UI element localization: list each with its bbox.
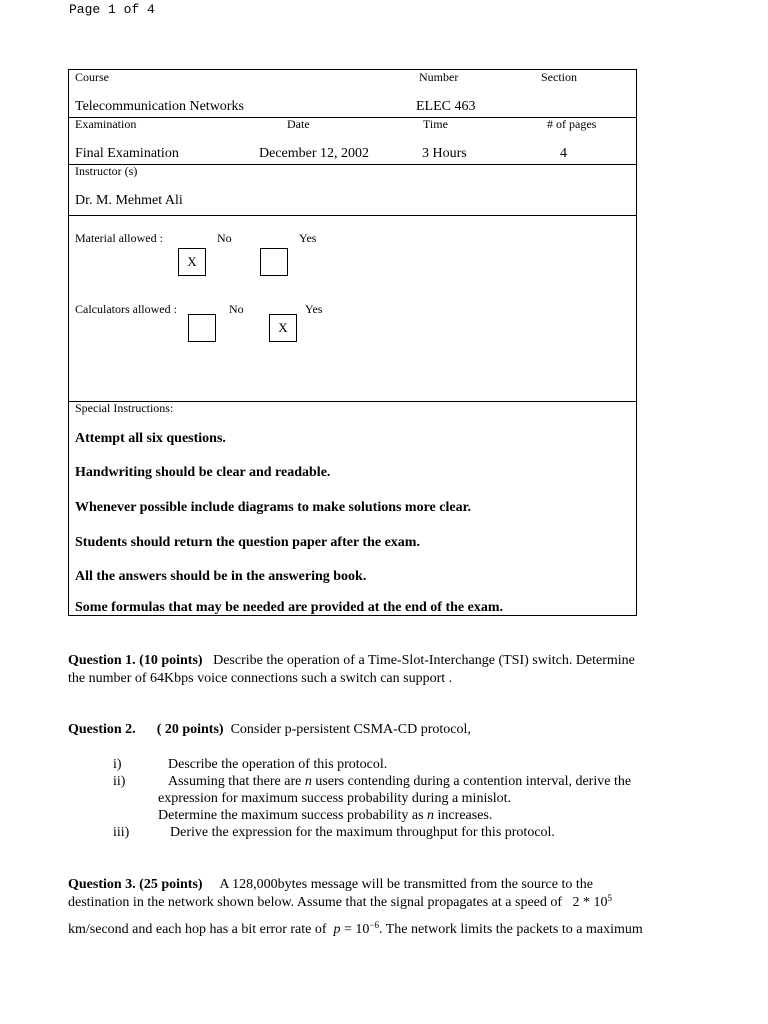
calculators-no-checkbox xyxy=(188,314,216,342)
question-1-line-1 xyxy=(68,652,635,670)
instructor-label: Instructor (s) xyxy=(75,164,138,178)
text-part: users contending during a contention interval, derive the xyxy=(311,774,632,789)
material-allowed-label: Material allowed : xyxy=(75,231,163,245)
text-part: . The network limits the packets to a maximum xyxy=(379,922,643,937)
question-3-text: A 128,000bytes message will be transmitted from the source to the xyxy=(219,877,593,892)
question-2-header xyxy=(68,721,471,739)
ber-expression: = 10 xyxy=(340,922,370,937)
question-3-line-3 xyxy=(68,921,643,939)
question-3-title: Question 3. (25 points) xyxy=(68,877,203,892)
row-divider-2 xyxy=(68,164,637,165)
instruction-item: Some formulas that may be needed are provided at the end of the exam. xyxy=(75,600,504,615)
speed-expression: 2 * 10 xyxy=(572,895,608,910)
question-2-points: ( 20 points) xyxy=(156,722,224,737)
pages-value: 4 xyxy=(560,146,567,161)
calculators-no-label: No xyxy=(229,302,244,316)
question-2-title: Question 2. xyxy=(68,722,136,737)
material-yes-checkbox xyxy=(260,248,288,276)
examination-label: Examination xyxy=(75,117,137,131)
material-no-label: No xyxy=(217,231,232,245)
question-2-item-line: expression for maximum success probability during a minislot. xyxy=(158,791,512,806)
question-2-item-num: ii) xyxy=(113,774,126,789)
special-instructions-label: Special Instructions: xyxy=(75,401,174,415)
variable-p: p xyxy=(333,922,341,937)
question-2-item-line xyxy=(158,807,492,825)
date-label: Date xyxy=(287,117,310,131)
question-1-line-2: the number of 64Kbps voice connections such a switch can support . xyxy=(68,671,453,686)
question-1-text: Describe the operation of a Time-Slot-Interchange (TSI) switch. Determine xyxy=(213,653,635,668)
material-yes-label: Yes xyxy=(299,231,317,245)
instruction-item: All the answers should be in the answering book. xyxy=(75,569,367,584)
time-label: Time xyxy=(423,117,448,131)
calculators-yes-label: Yes xyxy=(305,302,323,316)
number-label: Number xyxy=(419,70,459,84)
question-2-intro: Consider p-persistent CSMA-CD protocol, xyxy=(230,722,471,737)
text-part: destination in the network shown below. Assume that the signal propagates at a speed of xyxy=(68,895,563,910)
instruction-item: Whenever possible include diagrams to make solutions more clear. xyxy=(75,500,472,515)
question-2-item-text: Describe the operation of this protocol. xyxy=(168,757,388,772)
examination-value: Final Examination xyxy=(75,146,179,161)
question-2-item-text xyxy=(168,773,631,791)
pages-label: # of pages xyxy=(547,117,597,131)
question-2-item-num: iii) xyxy=(113,825,130,840)
row-divider-3 xyxy=(68,215,637,216)
course-value: Telecommunication Networks xyxy=(75,99,244,114)
variable-n: n xyxy=(304,774,312,789)
question-2-item-text: Derive the expression for the maximum throughput for this protocol. xyxy=(170,825,555,840)
instruction-item: Students should return the question paper after the exam. xyxy=(75,535,420,550)
text-part: increases. xyxy=(434,808,493,823)
variable-n: n xyxy=(427,808,435,823)
text-part: Assuming that there are xyxy=(168,774,305,789)
calculators-yes-checkbox: X xyxy=(269,314,297,342)
course-label: Course xyxy=(75,70,109,84)
instruction-item: Handwriting should be clear and readable. xyxy=(75,465,331,480)
section-label: Section xyxy=(541,70,577,84)
question-3-line-1 xyxy=(68,876,593,894)
calculators-allowed-label: Calculators allowed : xyxy=(75,302,177,316)
material-no-checkbox: X xyxy=(178,248,206,276)
question-3-line-2 xyxy=(68,894,612,912)
text-part: km/second and each hop has a bit error rate of xyxy=(68,922,327,937)
question-2-item-num: i) xyxy=(113,757,122,772)
speed-exponent: 5 xyxy=(607,893,613,903)
instructor-value: Dr. M. Mehmet Ali xyxy=(75,193,183,208)
ber-exponent: −6 xyxy=(369,920,379,930)
text-part: Determine the maximum success probability as xyxy=(158,808,428,823)
question-1-title: Question 1. (10 points) xyxy=(68,653,203,668)
instruction-item: Attempt all six questions. xyxy=(75,431,226,446)
date-value: December 12, 2002 xyxy=(259,146,370,161)
time-value: 3 Hours xyxy=(422,146,467,161)
page-number: Page 1 of 4 xyxy=(69,2,155,17)
number-value: ELEC 463 xyxy=(416,99,476,114)
